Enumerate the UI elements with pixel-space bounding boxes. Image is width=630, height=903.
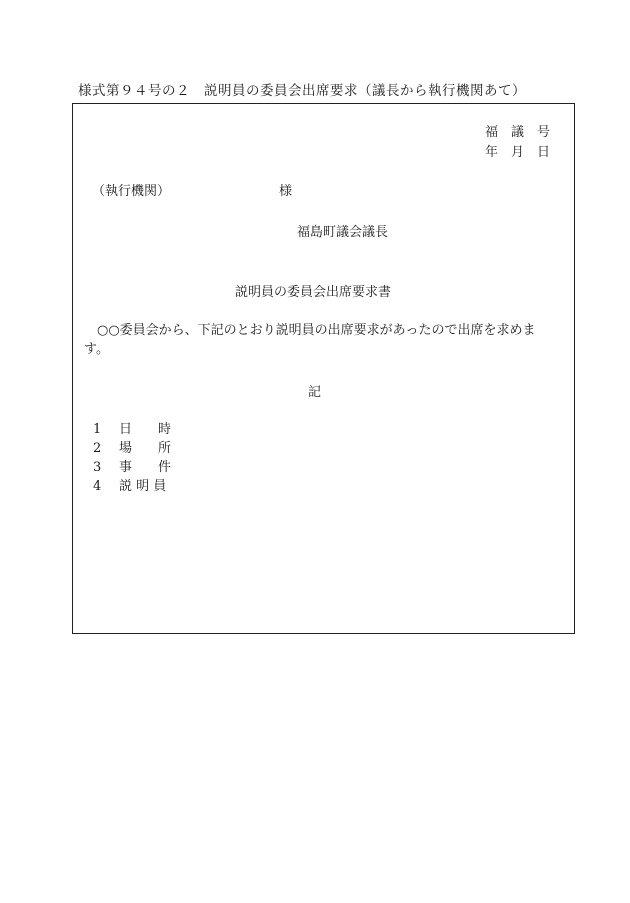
- addressee-recipient: （執行機関）: [92, 184, 171, 199]
- form-title: 様式第９４号の２ 説明員の委員会出席要求（議長から執行機関あて）: [78, 83, 526, 99]
- item-label: 事 件: [119, 460, 172, 475]
- list-item: [93, 418, 171, 437]
- document-number: 福 議 号: [485, 125, 551, 140]
- body-text: ○○委員会から、下記のとおり説明員の出席要求があったので出席を求めます。: [84, 323, 536, 357]
- sender-name: 福島町議会議長: [297, 225, 389, 240]
- item-number: 3: [93, 460, 102, 475]
- item-label: 説 明 員: [119, 479, 167, 494]
- item-number: 4: [93, 479, 102, 494]
- list-item: [93, 437, 171, 456]
- document-title: 説明員の委員会出席要求書: [235, 285, 392, 300]
- notation-ki: 記: [308, 385, 322, 400]
- item-label: 日 時: [119, 422, 172, 437]
- item-label: 場 所: [119, 441, 172, 456]
- list-item: [93, 475, 166, 494]
- addressee-honorific: 様: [279, 184, 293, 199]
- list-item: [93, 456, 171, 475]
- document-date: 年 月 日: [485, 145, 551, 160]
- item-number: 1: [93, 422, 102, 437]
- item-number: 2: [93, 441, 102, 456]
